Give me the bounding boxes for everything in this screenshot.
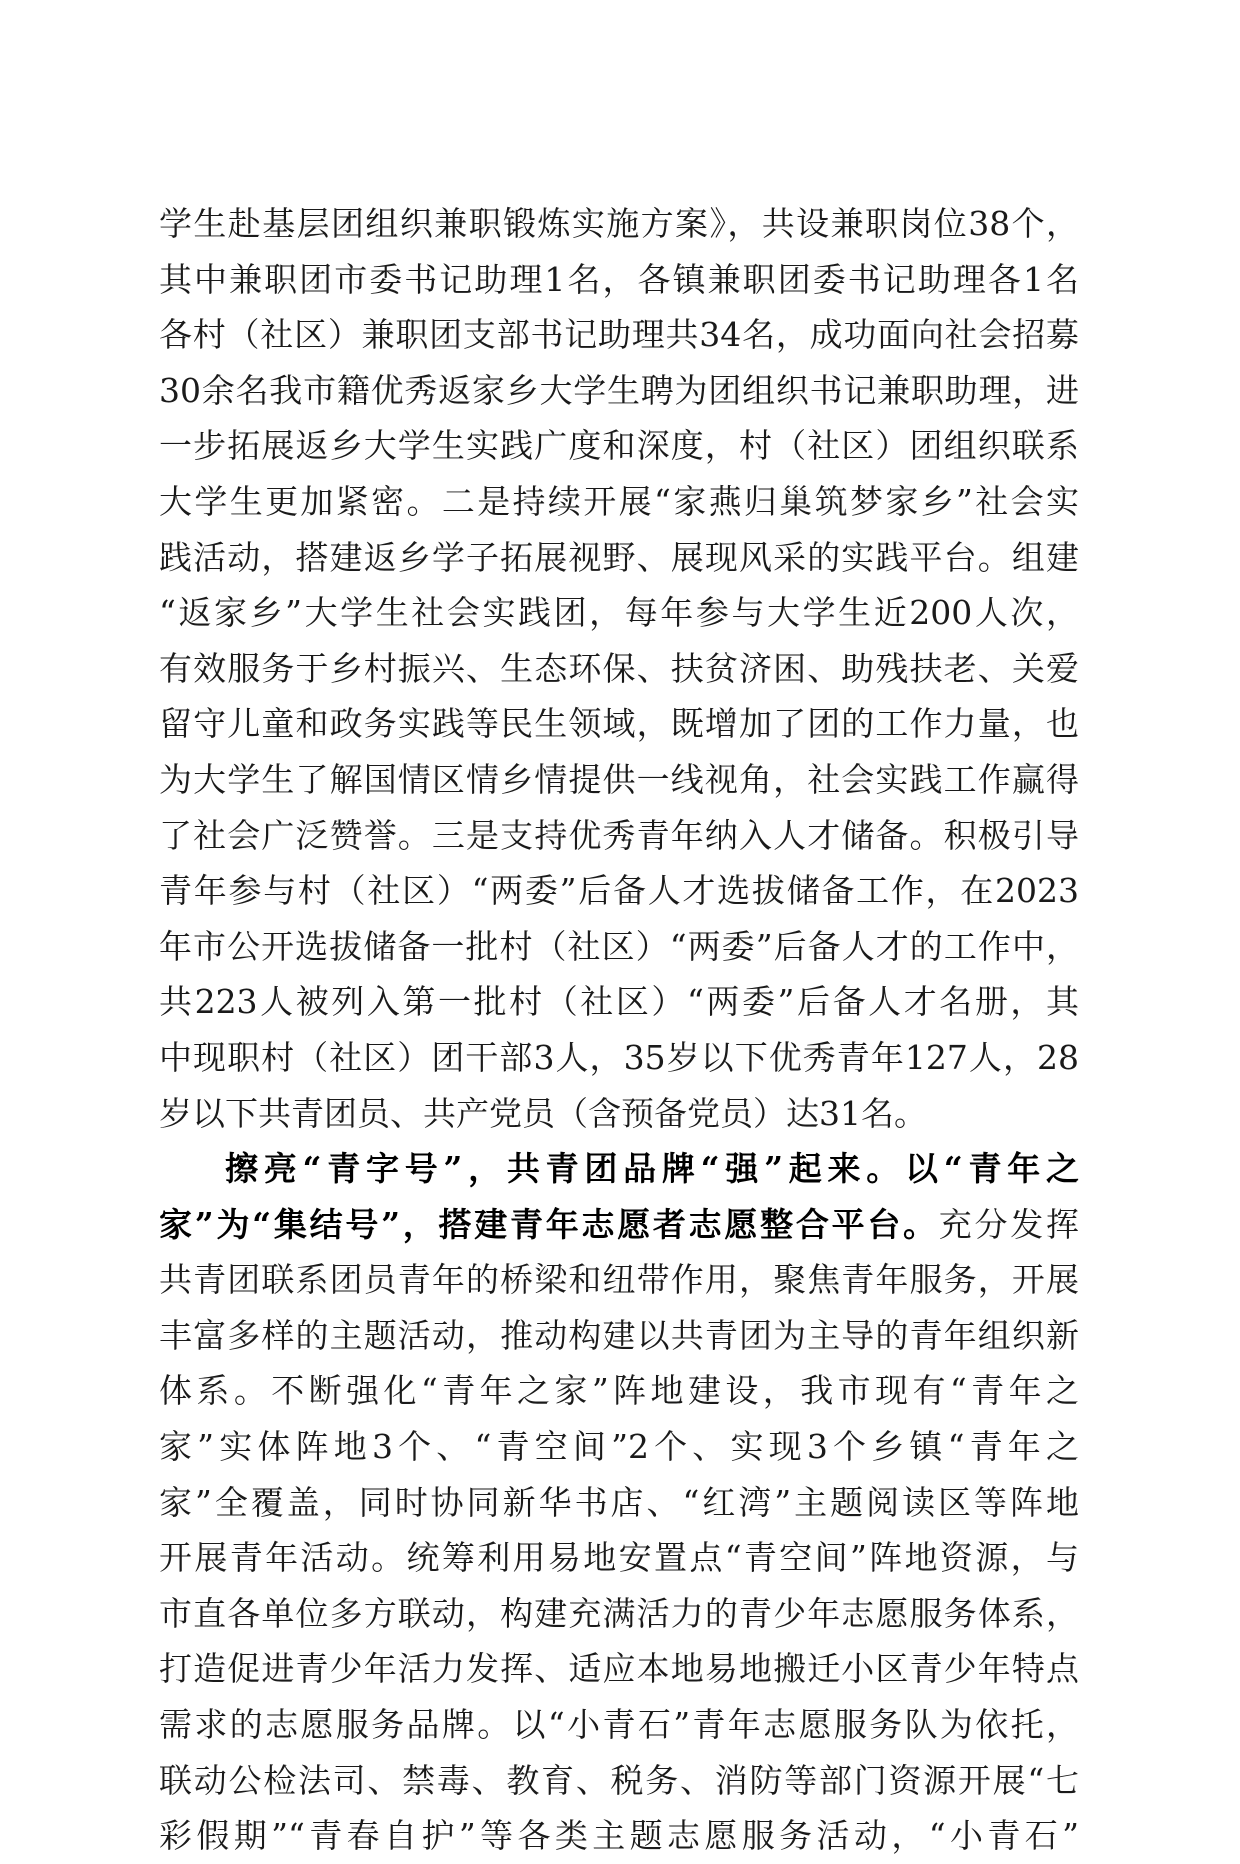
paragraph-2-line-6: 家”实体阵地3个、“青空间”2个、实现3个乡镇“青年之 [159, 1427, 1079, 1467]
paragraph-1-line-3: 各村（社区）兼职团支部书记助理共34名，成功面向社会招募 [159, 315, 1079, 355]
paragraph-2-line-4: 丰富多样的主题活动，推动构建以共青团为主导的青年组织新 [159, 1315, 1079, 1355]
paragraph-2-line-13: 彩假期”“青春自护”等各类主题志愿服务活动，“小青石” [159, 1816, 1079, 1856]
paragraph-1-line-7: 践活动，搭建返乡学子拓展视野、展现风采的实践平台。组建 [159, 537, 1079, 577]
paragraph-1-line-16: 中现职村（社区）团干部3人，35岁以下优秀青年127人，28 [159, 1037, 1079, 1077]
section-heading-part-1: 擦亮“青字号”，共青团品牌“强”起来。以“青年之 [225, 1149, 1079, 1189]
paragraph-2-line-10: 打造促进青少年活力发挥、适应本地易地搬迁小区青少年特点 [159, 1649, 1079, 1689]
paragraph-2-line-7: 家”全覆盖，同时协同新华书店、“红湾”主题阅读区等阵地 [159, 1482, 1079, 1522]
paragraph-2-text-start: 充分发挥 [938, 1204, 1079, 1244]
paragraph-1-line-2: 其中兼职团市委书记助理1名，各镇兼职团委书记助理各1名 [159, 259, 1079, 299]
paragraph-2-line-12: 联动公检法司、禁毒、教育、税务、消防等部门资源开展“七 [159, 1760, 1079, 1800]
paragraph-1-line-1: 学生赴基层团组织兼职锻炼实施方案》，共设兼职岗位38个， [159, 204, 1079, 243]
paragraph-1-line-5: 一步拓展返乡大学生实践广度和深度，村（社区）团组织联系 [159, 426, 1079, 466]
paragraph-1-line-14: 年市公开选拔储备一批村（社区）“两委”后备人才的工作中， [159, 926, 1079, 966]
paragraph-1-line-8: “返家乡”大学生社会实践团，每年参与大学生近200人次， [159, 593, 1079, 633]
paragraph-1-line-6: 大学生更加紧密。二是持续开展“家燕归巢筑梦家乡”社会实 [159, 481, 1079, 521]
paragraph-1-line-9: 有效服务于乡村振兴、生态环保、扶贫济困、助残扶老、关爱 [159, 648, 1079, 688]
paragraph-2-heading-line-2 [159, 1197, 1079, 1253]
paragraph-1-line-17: 岁以下共青团员、共产党员（含预备党员）达31名。 [159, 1093, 927, 1133]
paragraph-1-line-11: 为大学生了解国情区情乡情提供一线视角，社会实践工作赢得 [159, 759, 1079, 799]
paragraph-2-line-11: 需求的志愿服务品牌。以“小青石”青年志愿服务队为依托， [159, 1705, 1079, 1745]
paragraph-1-line-15: 共223人被列入第一批村（社区）“两委”后备人才名册，其 [159, 982, 1079, 1022]
paragraph-1-line-13: 青年参与村（社区）“两委”后备人才选拔储备工作，在2023 [159, 871, 1079, 911]
paragraph-1-line-12: 了社会广泛赞誉。三是支持优秀青年纳入人才储备。积极引导 [159, 815, 1079, 855]
paragraph-1-line-10: 留守儿童和政务实践等民生领域，既增加了团的工作力量，也 [159, 704, 1079, 744]
paragraph-2-heading-line-1 [159, 1141, 1079, 1197]
paragraph-2-line-3: 共青团联系团员青年的桥梁和纽带作用，聚焦青年服务，开展 [159, 1260, 1079, 1300]
body-text [159, 196, 1079, 1864]
paragraph-2-line-5: 体系。不断强化“青年之家”阵地建设，我市现有“青年之 [159, 1371, 1079, 1411]
paragraph-2-line-9: 市直各单位多方联动，构建充满活力的青少年志愿服务体系， [159, 1593, 1079, 1633]
section-heading-part-2: 家”为“集结号”，搭建青年志愿者志愿整合平台。 [159, 1204, 939, 1244]
paragraph-2-line-8: 开展青年活动。统筹利用易地安置点“青空间”阵地资源，与 [159, 1538, 1079, 1578]
paragraph-1-line-4: 30余名我市籍优秀返家乡大学生聘为团组织书记兼职助理，进 [159, 370, 1079, 410]
